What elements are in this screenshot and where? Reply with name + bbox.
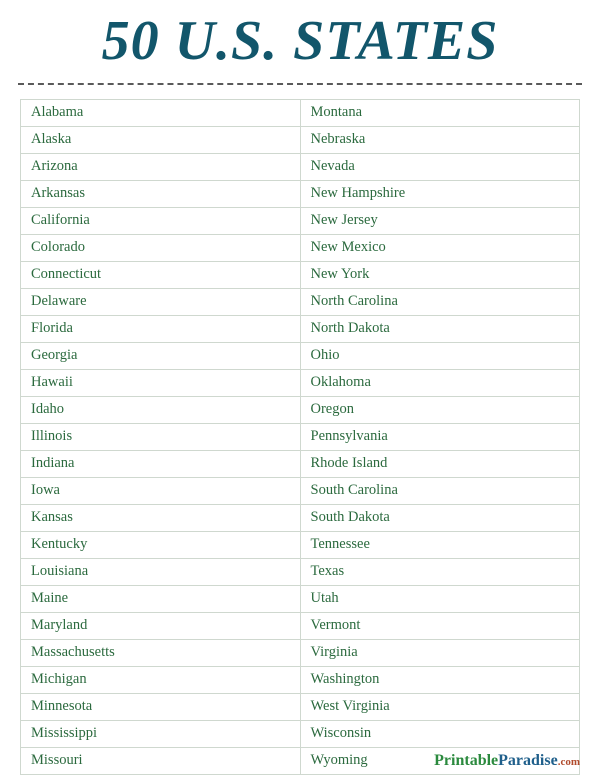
table-row <box>21 369 580 396</box>
state-cell: Idaho <box>21 396 301 423</box>
table-row <box>21 612 580 639</box>
state-cell: New Jersey <box>300 207 580 234</box>
table-row <box>21 693 580 720</box>
table-row <box>21 450 580 477</box>
state-cell: Missouri <box>21 747 301 774</box>
brand-first-word: Printable <box>434 752 499 769</box>
table-row <box>21 477 580 504</box>
state-cell: Kansas <box>21 504 301 531</box>
table-row <box>21 261 580 288</box>
state-cell: Colorado <box>21 234 301 261</box>
state-cell: Pennsylvania <box>300 423 580 450</box>
table-row <box>21 423 580 450</box>
table-row <box>21 666 580 693</box>
table-row <box>21 504 580 531</box>
state-cell: South Carolina <box>300 477 580 504</box>
state-cell: Mississippi <box>21 720 301 747</box>
state-cell: Alabama <box>21 99 301 126</box>
state-cell: Indiana <box>21 450 301 477</box>
table-row <box>21 396 580 423</box>
table-row <box>21 720 580 747</box>
state-cell: Ohio <box>300 342 580 369</box>
state-cell: Florida <box>21 315 301 342</box>
table-row <box>21 126 580 153</box>
table-row <box>21 180 580 207</box>
state-cell: Illinois <box>21 423 301 450</box>
state-cell: Michigan <box>21 666 301 693</box>
state-cell: Louisiana <box>21 558 301 585</box>
state-cell: Tennessee <box>300 531 580 558</box>
state-cell: California <box>21 207 301 234</box>
dashed-divider <box>18 83 582 85</box>
table-row <box>21 288 580 315</box>
states-table <box>20 99 580 775</box>
brand-second-word: Paradise <box>498 752 558 769</box>
table-row <box>21 234 580 261</box>
site-branding <box>434 752 580 770</box>
state-cell: Maine <box>21 585 301 612</box>
state-cell: Texas <box>300 558 580 585</box>
state-cell: Vermont <box>300 612 580 639</box>
state-cell: West Virginia <box>300 693 580 720</box>
state-cell: Alaska <box>21 126 301 153</box>
state-cell: Arkansas <box>21 180 301 207</box>
table-row <box>21 558 580 585</box>
state-cell: Wisconsin <box>300 720 580 747</box>
state-cell: Maryland <box>21 612 301 639</box>
table-row <box>21 531 580 558</box>
state-cell: Connecticut <box>21 261 301 288</box>
state-cell: Montana <box>300 99 580 126</box>
state-cell: New York <box>300 261 580 288</box>
states-table-wrapper <box>20 99 580 775</box>
state-cell: Hawaii <box>21 369 301 396</box>
state-cell: Delaware <box>21 288 301 315</box>
state-cell: Kentucky <box>21 531 301 558</box>
state-cell: South Dakota <box>300 504 580 531</box>
state-cell: New Hampshire <box>300 180 580 207</box>
state-cell: Massachusetts <box>21 639 301 666</box>
state-cell: Rhode Island <box>300 450 580 477</box>
state-cell: Wyoming <box>300 747 580 774</box>
page-title: 50 U.S. STATES <box>101 10 499 72</box>
table-row <box>21 99 580 126</box>
state-cell: Iowa <box>21 477 301 504</box>
states-table-body <box>21 99 580 774</box>
state-cell: Oklahoma <box>300 369 580 396</box>
state-cell: New Mexico <box>300 234 580 261</box>
state-cell: Nebraska <box>300 126 580 153</box>
state-cell: Virginia <box>300 639 580 666</box>
state-cell: North Carolina <box>300 288 580 315</box>
state-cell: Utah <box>300 585 580 612</box>
table-row <box>21 153 580 180</box>
state-cell: Arizona <box>21 153 301 180</box>
table-row <box>21 342 580 369</box>
state-cell: North Dakota <box>300 315 580 342</box>
table-row <box>21 639 580 666</box>
table-row <box>21 315 580 342</box>
state-cell: Washington <box>300 666 580 693</box>
brand-tld: .com <box>557 756 580 768</box>
table-row <box>21 585 580 612</box>
state-cell: Georgia <box>21 342 301 369</box>
table-row <box>21 207 580 234</box>
state-cell: Oregon <box>300 396 580 423</box>
state-cell: Minnesota <box>21 693 301 720</box>
state-cell: Nevada <box>300 153 580 180</box>
